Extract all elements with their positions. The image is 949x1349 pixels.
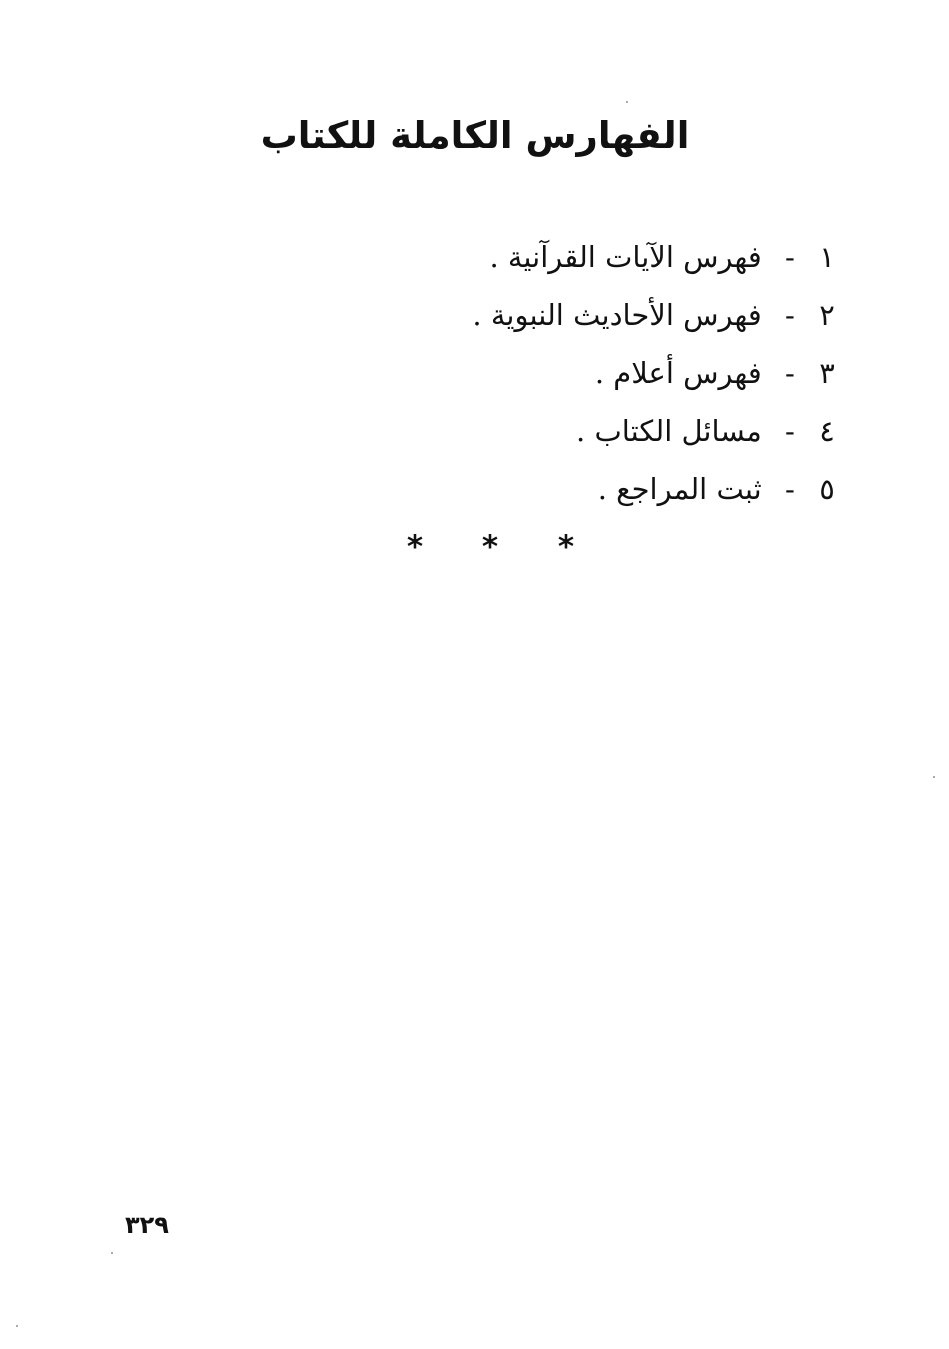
index-item-separator: - bbox=[784, 472, 795, 506]
index-item-text: ثبت المراجع . bbox=[597, 472, 762, 506]
index-item-3 bbox=[396, 342, 836, 400]
index-item-text: فهرس الآيات القرآنية . bbox=[489, 240, 762, 274]
divider-star: * bbox=[406, 529, 424, 565]
scan-speck bbox=[111, 1252, 113, 1254]
index-item-5 bbox=[396, 458, 836, 516]
index-item-separator: - bbox=[784, 298, 795, 332]
divider-star: * bbox=[481, 529, 499, 565]
index-item-text: مسائل الكتاب . bbox=[576, 414, 762, 448]
scan-speck bbox=[626, 101, 628, 103]
scan-speck bbox=[933, 776, 935, 778]
index-item-number: ٣ bbox=[819, 356, 835, 390]
index-item-4 bbox=[396, 400, 836, 458]
index-item-1 bbox=[396, 226, 836, 284]
index-item-text: فهرس الأحاديث النبوية . bbox=[472, 298, 762, 332]
index-item-separator: - bbox=[784, 240, 795, 274]
index-item-text: فهرس أعلام . bbox=[594, 356, 762, 390]
index-item-separator: - bbox=[784, 356, 795, 390]
page-title: الفهارس الكاملة للكتاب bbox=[260, 114, 690, 157]
index-list bbox=[396, 226, 836, 516]
index-item-2 bbox=[396, 284, 836, 342]
scan-speck bbox=[16, 1325, 18, 1327]
index-item-number: ٥ bbox=[819, 472, 835, 506]
index-item-separator: - bbox=[784, 414, 795, 448]
index-item-number: ٤ bbox=[819, 414, 835, 448]
section-divider-stars bbox=[376, 526, 612, 568]
index-item-number: ١ bbox=[819, 240, 835, 274]
page-number: ٣٢٩ bbox=[125, 1211, 169, 1239]
divider-star: * bbox=[557, 529, 575, 565]
index-item-number: ٢ bbox=[819, 298, 835, 332]
